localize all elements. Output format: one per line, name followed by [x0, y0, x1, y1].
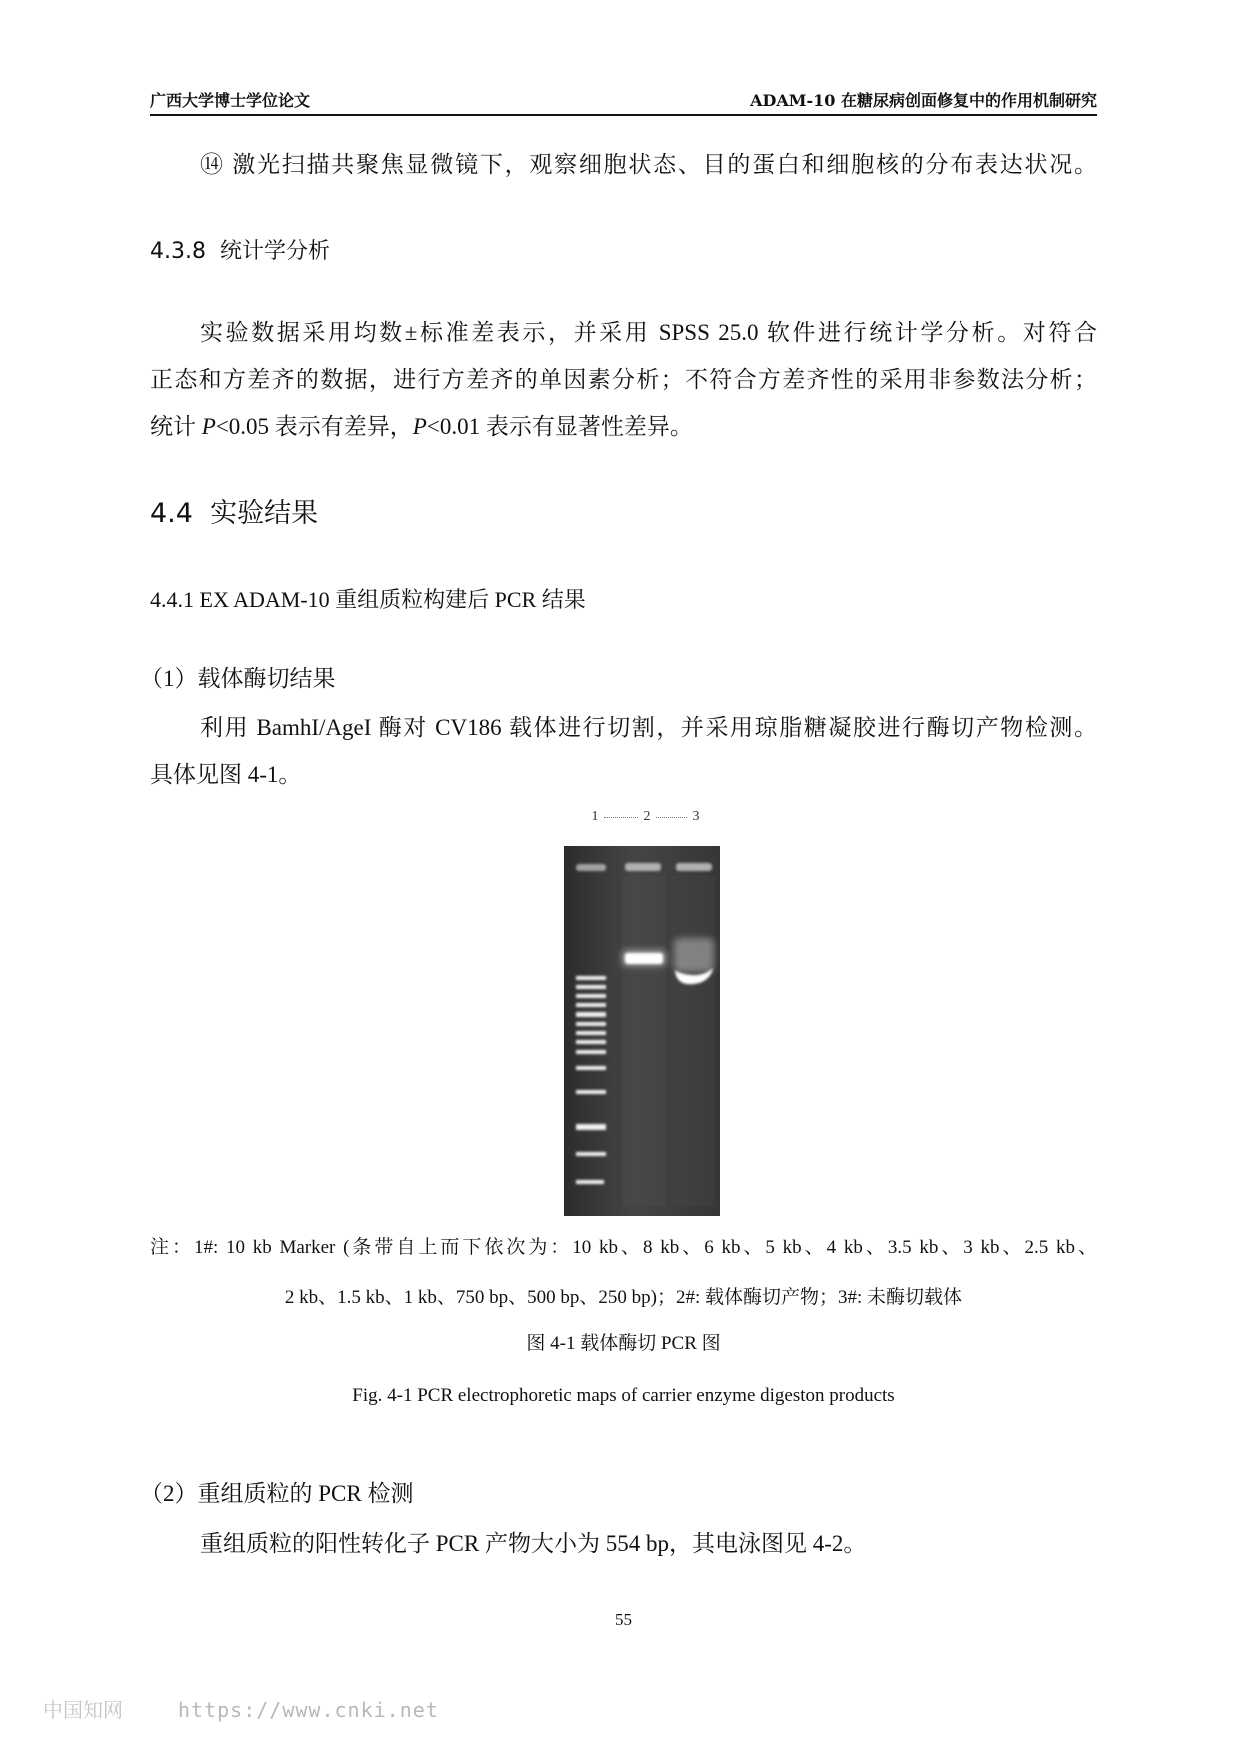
subsection-title-1: （1）载体酶切结果	[140, 666, 336, 691]
body-text-line: 重组质粒的阳性转化子 PCR 产物大小为 554 bp，其电泳图见 4-2。	[200, 1531, 867, 1556]
lane-label: 3	[692, 809, 700, 824]
lane-3-track	[671, 876, 715, 1206]
section-heading-4-4-1: 4.4.1 EX ADAM-10 重组质粒构建后 PCR 结果	[150, 587, 586, 612]
lane-label: 1	[591, 809, 599, 824]
lane-2-track	[622, 876, 666, 1206]
marker-band	[576, 1031, 606, 1035]
gel-electrophoresis-image	[564, 846, 720, 1216]
marker-band	[576, 1050, 606, 1054]
lane-3-smear	[674, 938, 714, 972]
figure-note-line: 2 kb、1.5 kb、1 kb、750 bp、500 bp、250 bp)；2#: 载体酶切产物；3#: 未酶切载体	[284, 1287, 963, 1308]
paragraph-text: <0.05 表示有差异，	[215, 414, 413, 439]
marker-band	[576, 1003, 606, 1007]
paragraph-line: 正态和方差齐的数据，进行方差齐的单因素分析；不符合方差齐性的采用非参数法分析；	[150, 367, 1097, 392]
figure-caption-en: Fig. 4-1 PCR electrophoretic maps of carrier enzyme digeston products	[352, 1385, 895, 1406]
lane-2-band	[625, 953, 663, 964]
watermark-url: https://www.cnki.net	[178, 1698, 439, 1722]
well-lane-3	[676, 863, 712, 871]
body-text-line: 利用 BamhI/AgeI 酶对 CV186 载体进行切割，并采用琼脂糖凝胶进行酶切产物检测。	[200, 715, 1097, 740]
watermark-brand: 中国知网	[43, 1698, 123, 1722]
section-heading-4-3-8: 4.3.8 统计学分析	[150, 239, 330, 264]
marker-band	[576, 1180, 604, 1184]
marker-band	[576, 1066, 606, 1070]
paragraph-line: 实验数据采用均数±标准差表示，并采用 SPSS 25.0 软件进行统计学分析。对符合	[200, 320, 1097, 345]
body-text-line: 具体见图 4-1。	[150, 762, 302, 787]
paragraph-line	[150, 411, 1097, 443]
marker-band	[576, 1012, 606, 1017]
subsection-title-2: （2）重组质粒的 PCR 检测	[140, 1481, 414, 1506]
lane-label: 2	[643, 809, 651, 824]
gel-lane-labels	[564, 806, 720, 828]
paragraph-text: 统计	[150, 414, 202, 439]
section-heading-4-4: 4.4 实验结果	[150, 498, 319, 529]
marker-band	[576, 985, 606, 989]
p-value-symbol: P	[201, 414, 216, 439]
marker-band	[576, 1090, 606, 1094]
lane-label-leader	[656, 817, 687, 818]
header-thesis-title: 广西大学博士学位论文	[150, 91, 311, 110]
marker-band	[576, 994, 606, 998]
marker-band	[576, 1124, 606, 1130]
p-value-symbol: P	[412, 414, 427, 439]
marker-band	[576, 976, 606, 980]
step-14-text: ⑭ 激光扫描共聚焦显微镜下，观察细胞状态、目的蛋白和细胞核的分布表达状况。	[200, 152, 1097, 177]
marker-band	[576, 1022, 606, 1026]
well-lane-1	[576, 864, 606, 871]
lane-label-leader	[604, 817, 638, 818]
header-rule	[150, 114, 1097, 116]
marker-band	[576, 1152, 606, 1156]
figure-caption-cn: 图 4-1 载体酶切 PCR 图	[526, 1333, 721, 1354]
well-lane-2	[625, 863, 661, 871]
paragraph-text: <0.01 表示有显著性差异。	[426, 414, 693, 439]
page-number: 55	[615, 1610, 632, 1629]
marker-band	[576, 1040, 606, 1044]
header-chapter-title: ADAM-10 在糖尿病创面修复中的作用机制研究	[750, 91, 1097, 110]
figure-note-line: 注：1#: 10 kb Marker (条带自上而下依次为：10 kb、8 kb、6 kb、5 kb、4 kb、3.5 kb、3 kb、2.5 kb、	[150, 1237, 1097, 1258]
